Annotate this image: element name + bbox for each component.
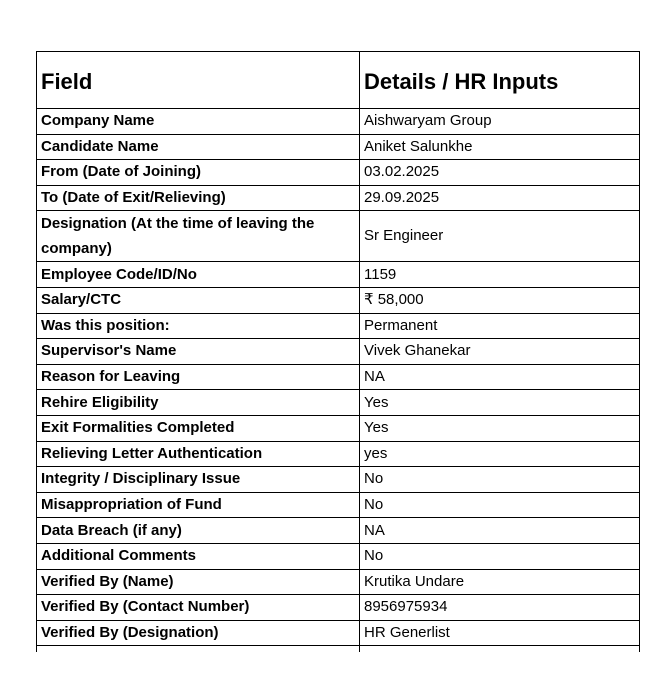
field-value: No [360, 492, 640, 518]
field-label: Reason for Leaving [37, 364, 360, 390]
field-label: Additional Comments [37, 543, 360, 569]
field-label: Verified By (Contact Number) [37, 595, 360, 621]
field-value: NA [360, 364, 640, 390]
table-row [37, 492, 640, 518]
table-row [37, 211, 640, 262]
table-row [37, 543, 640, 569]
table-row [37, 339, 640, 365]
table-row [37, 185, 640, 211]
field-label: Integrity / Disciplinary Issue [37, 467, 360, 493]
table-row [37, 364, 640, 390]
table-row [37, 415, 640, 441]
field-value: Aishwaryam Group [360, 109, 640, 135]
field-value: Permanent [360, 313, 640, 339]
field-label: Relieving Letter Authentication [37, 441, 360, 467]
trailing-cell-right [360, 646, 640, 653]
table-row [37, 287, 640, 313]
field-value: Krutika Undare [360, 569, 640, 595]
field-value: ₹ 58,000 [360, 287, 640, 313]
field-label: Exit Formalities Completed [37, 415, 360, 441]
field-value: No [360, 467, 640, 493]
table-row [37, 441, 640, 467]
header-field: Field [37, 52, 360, 109]
table-header-row [37, 52, 640, 109]
field-value: Vivek Ghanekar [360, 339, 640, 365]
field-value: 29.09.2025 [360, 185, 640, 211]
field-label: Supervisor's Name [37, 339, 360, 365]
table-row [37, 467, 640, 493]
table-row [37, 313, 640, 339]
table-trailing-edge [37, 646, 640, 653]
field-label: To (Date of Exit/Relieving) [37, 185, 360, 211]
field-value: yes [360, 441, 640, 467]
table-row [37, 390, 640, 416]
field-value: 8956975934 [360, 595, 640, 621]
table-row [37, 160, 640, 186]
table-row [37, 620, 640, 646]
field-value: HR Generlist [360, 620, 640, 646]
field-value: 03.02.2025 [360, 160, 640, 186]
field-label: Candidate Name [37, 134, 360, 160]
field-label: Data Breach (if any) [37, 518, 360, 544]
field-label: Salary/CTC [37, 287, 360, 313]
table-row [37, 569, 640, 595]
field-value: Sr Engineer [360, 211, 640, 262]
field-label: From (Date of Joining) [37, 160, 360, 186]
field-label: Designation (At the time of leaving the company) [37, 211, 360, 262]
field-label: Company Name [37, 109, 360, 135]
field-value: No [360, 543, 640, 569]
field-value: NA [360, 518, 640, 544]
field-label: Misappropriation of Fund [37, 492, 360, 518]
verification-table [36, 51, 640, 652]
table-row [37, 595, 640, 621]
table-row [37, 109, 640, 135]
field-value: Aniket Salunkhe [360, 134, 640, 160]
field-value: 1159 [360, 262, 640, 288]
field-value: Yes [360, 390, 640, 416]
table-row [37, 518, 640, 544]
trailing-cell-left [37, 646, 360, 653]
header-details: Details / HR Inputs [360, 52, 640, 109]
table-row [37, 262, 640, 288]
field-value: Yes [360, 415, 640, 441]
field-label: Verified By (Name) [37, 569, 360, 595]
field-label: Employee Code/ID/No [37, 262, 360, 288]
field-label: Was this position: [37, 313, 360, 339]
field-label: Verified By (Designation) [37, 620, 360, 646]
table-row [37, 134, 640, 160]
field-label: Rehire Eligibility [37, 390, 360, 416]
